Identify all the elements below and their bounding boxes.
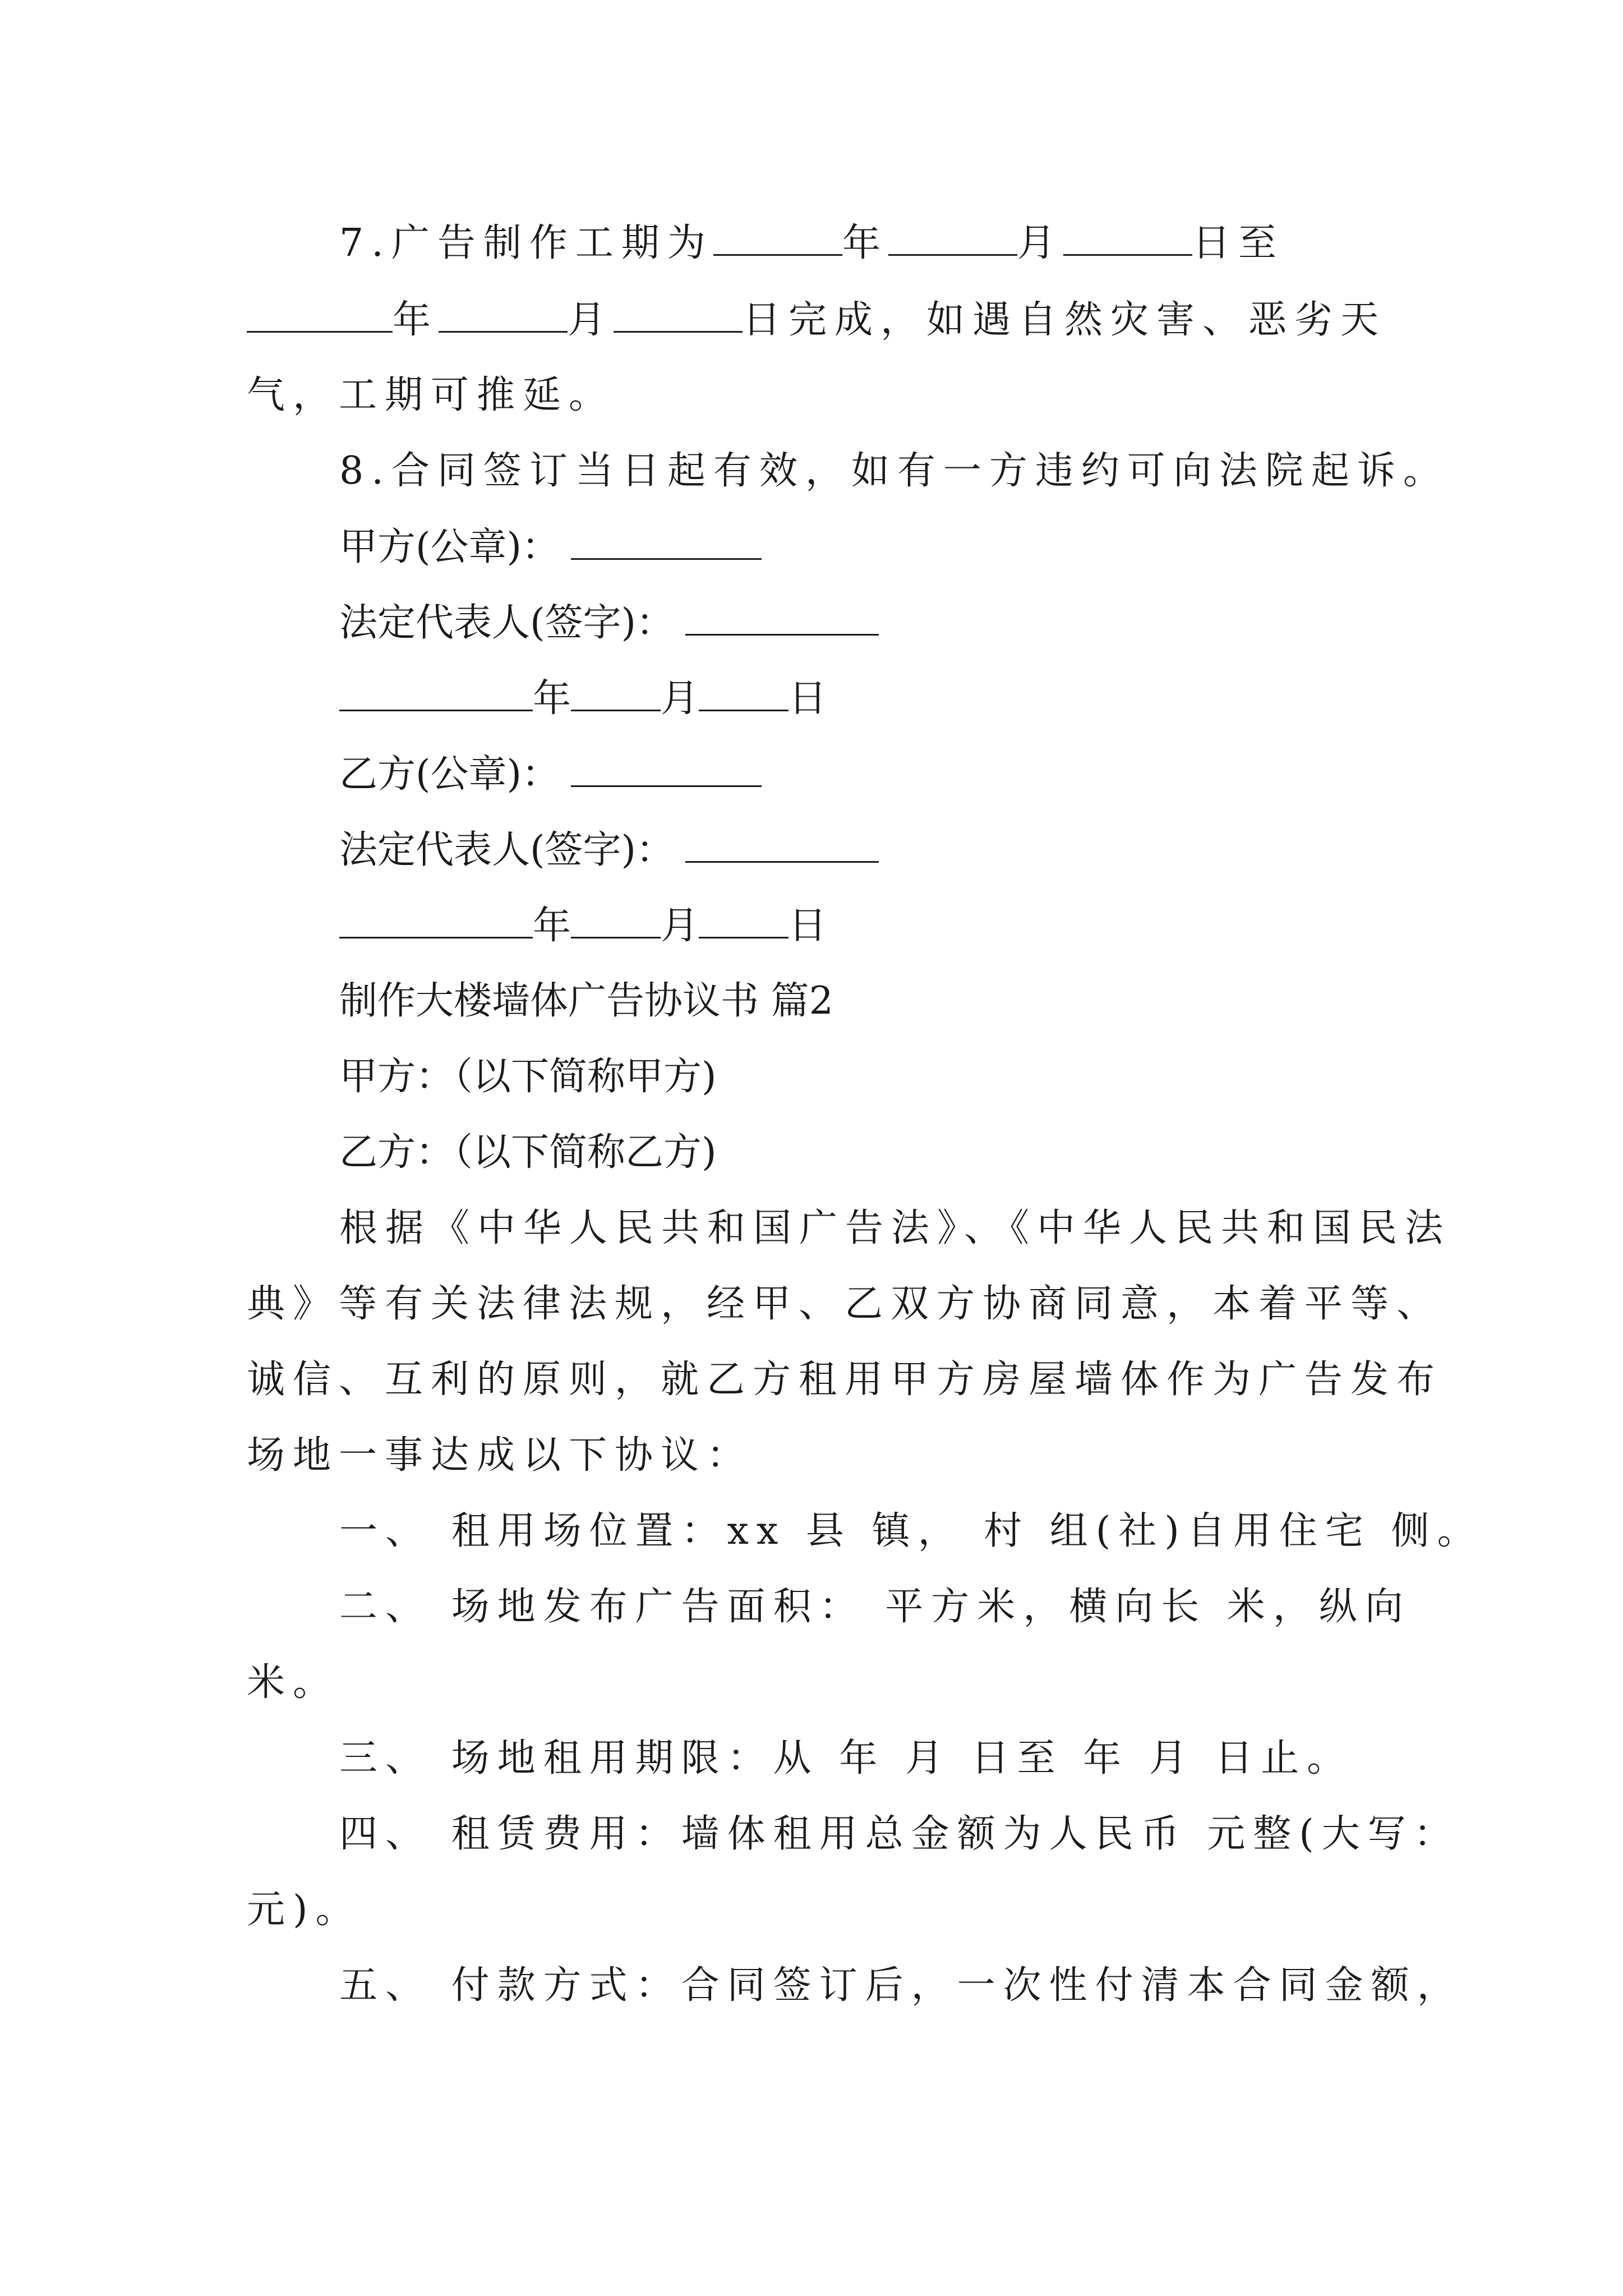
item-3-text: 三、 场地租用期限：从 年 月 日至 年 月 日止。 bbox=[339, 1736, 1353, 1780]
party-b-seal-label: 乙方(公章)： bbox=[339, 752, 560, 797]
clause-7-text: 日完成，如遇自然灾害、恶劣天 bbox=[743, 298, 1387, 342]
signature-blank bbox=[571, 519, 762, 560]
clause-7-text: 7.广告制作工期为 bbox=[339, 221, 713, 265]
party-a-rep-label: 法定代表人(签字)： bbox=[339, 601, 675, 645]
clause-7-line-2 bbox=[247, 292, 1386, 348]
item-2-text: 二、 场地发布广告面积： 平方米，横向长 米，纵向 bbox=[339, 1585, 1411, 1629]
date-blank bbox=[699, 898, 789, 938]
item-4-line-1 bbox=[339, 1806, 1460, 1862]
clause-8-text: 8.合同签订当日起有效，如有一方违约可向法院起诉。 bbox=[339, 449, 1449, 493]
intro-text: 根据《中华人民共和国广告法》、《中华人民共和国民法 bbox=[339, 1206, 1451, 1250]
date-blank bbox=[339, 670, 533, 711]
section-title-text: 制作大楼墙体广告协议书 篇2 bbox=[339, 979, 833, 1023]
item-2-line-2 bbox=[247, 1655, 339, 1711]
year-label: 年 bbox=[533, 677, 571, 721]
item-5-text: 五、 付款方式：合同签订后，一次性付清本合同金额， bbox=[339, 1963, 1463, 2008]
signature-blank bbox=[685, 822, 879, 863]
blank-field bbox=[439, 292, 568, 333]
clause-7-line-3 bbox=[247, 367, 615, 424]
day-to-label: 日至 bbox=[1192, 221, 1284, 265]
section-title bbox=[339, 973, 833, 1029]
intro-line-4 bbox=[247, 1428, 753, 1484]
blank-field bbox=[888, 215, 1017, 256]
party-a-definition bbox=[339, 1049, 717, 1105]
item-4-line-2 bbox=[247, 1882, 362, 1938]
item-2-text: 米。 bbox=[247, 1660, 339, 1705]
item-2-line-1 bbox=[339, 1579, 1411, 1635]
signature-blank bbox=[571, 746, 762, 787]
item-4-text: 四、 租赁费用：墙体租用总金额为人民币 元整(大写： bbox=[339, 1812, 1460, 1856]
month-label: 月 bbox=[1017, 221, 1063, 265]
party-b-rep bbox=[339, 822, 879, 878]
party-b-definition bbox=[339, 1125, 717, 1181]
item-3 bbox=[339, 1731, 1353, 1787]
party-a-date bbox=[339, 670, 827, 727]
year-label: 年 bbox=[393, 298, 439, 342]
date-blank bbox=[699, 670, 789, 711]
day-label: 日 bbox=[789, 677, 827, 721]
date-blank bbox=[571, 898, 661, 938]
date-blank bbox=[339, 898, 533, 938]
intro-line-2 bbox=[247, 1276, 1442, 1332]
month-label: 月 bbox=[661, 677, 699, 721]
item-5 bbox=[339, 1958, 1463, 2014]
party-b-seal bbox=[339, 746, 762, 803]
intro-text: 场地一事达成以下协议： bbox=[247, 1433, 753, 1478]
party-a-seal-label: 甲方(公章)： bbox=[339, 525, 560, 569]
clause-7-line-1 bbox=[339, 215, 1284, 272]
party-a-definition-text: 甲方：（以下简称甲方) bbox=[339, 1055, 717, 1099]
year-label: 年 bbox=[533, 904, 571, 948]
intro-line-3 bbox=[247, 1352, 1442, 1408]
blank-field bbox=[247, 292, 393, 333]
blank-field bbox=[614, 292, 743, 333]
party-b-rep-label: 法定代表人(签字)： bbox=[339, 828, 675, 872]
intro-text: 诚信、互利的原则，就乙方租用甲方房屋墙体作为广告发布 bbox=[247, 1358, 1443, 1402]
party-b-date bbox=[339, 898, 827, 954]
party-a-seal bbox=[339, 519, 762, 576]
party-b-definition-text: 乙方：（以下简称乙方) bbox=[339, 1130, 717, 1175]
blank-field bbox=[1063, 215, 1192, 256]
year-label: 年 bbox=[842, 221, 888, 265]
blank-field bbox=[713, 215, 842, 256]
day-label: 日 bbox=[789, 904, 827, 948]
clause-7-text: 气，工期可推延。 bbox=[247, 373, 615, 417]
party-a-rep bbox=[339, 595, 879, 651]
intro-line-1 bbox=[339, 1200, 1451, 1257]
item-4-text: 元)。 bbox=[247, 1888, 362, 1932]
signature-blank bbox=[685, 595, 879, 636]
month-label: 月 bbox=[661, 904, 699, 948]
intro-text: 典》等有关法律法规，经甲、乙双方协商同意，本着平等、 bbox=[247, 1282, 1443, 1326]
month-label: 月 bbox=[568, 298, 614, 342]
clause-8 bbox=[339, 443, 1449, 499]
date-blank bbox=[571, 670, 661, 711]
item-1 bbox=[339, 1503, 1483, 1559]
item-1-text: 一、 租用场位置：xx 县 镇， 村 组(社)自用住宅 侧。 bbox=[339, 1509, 1483, 1553]
